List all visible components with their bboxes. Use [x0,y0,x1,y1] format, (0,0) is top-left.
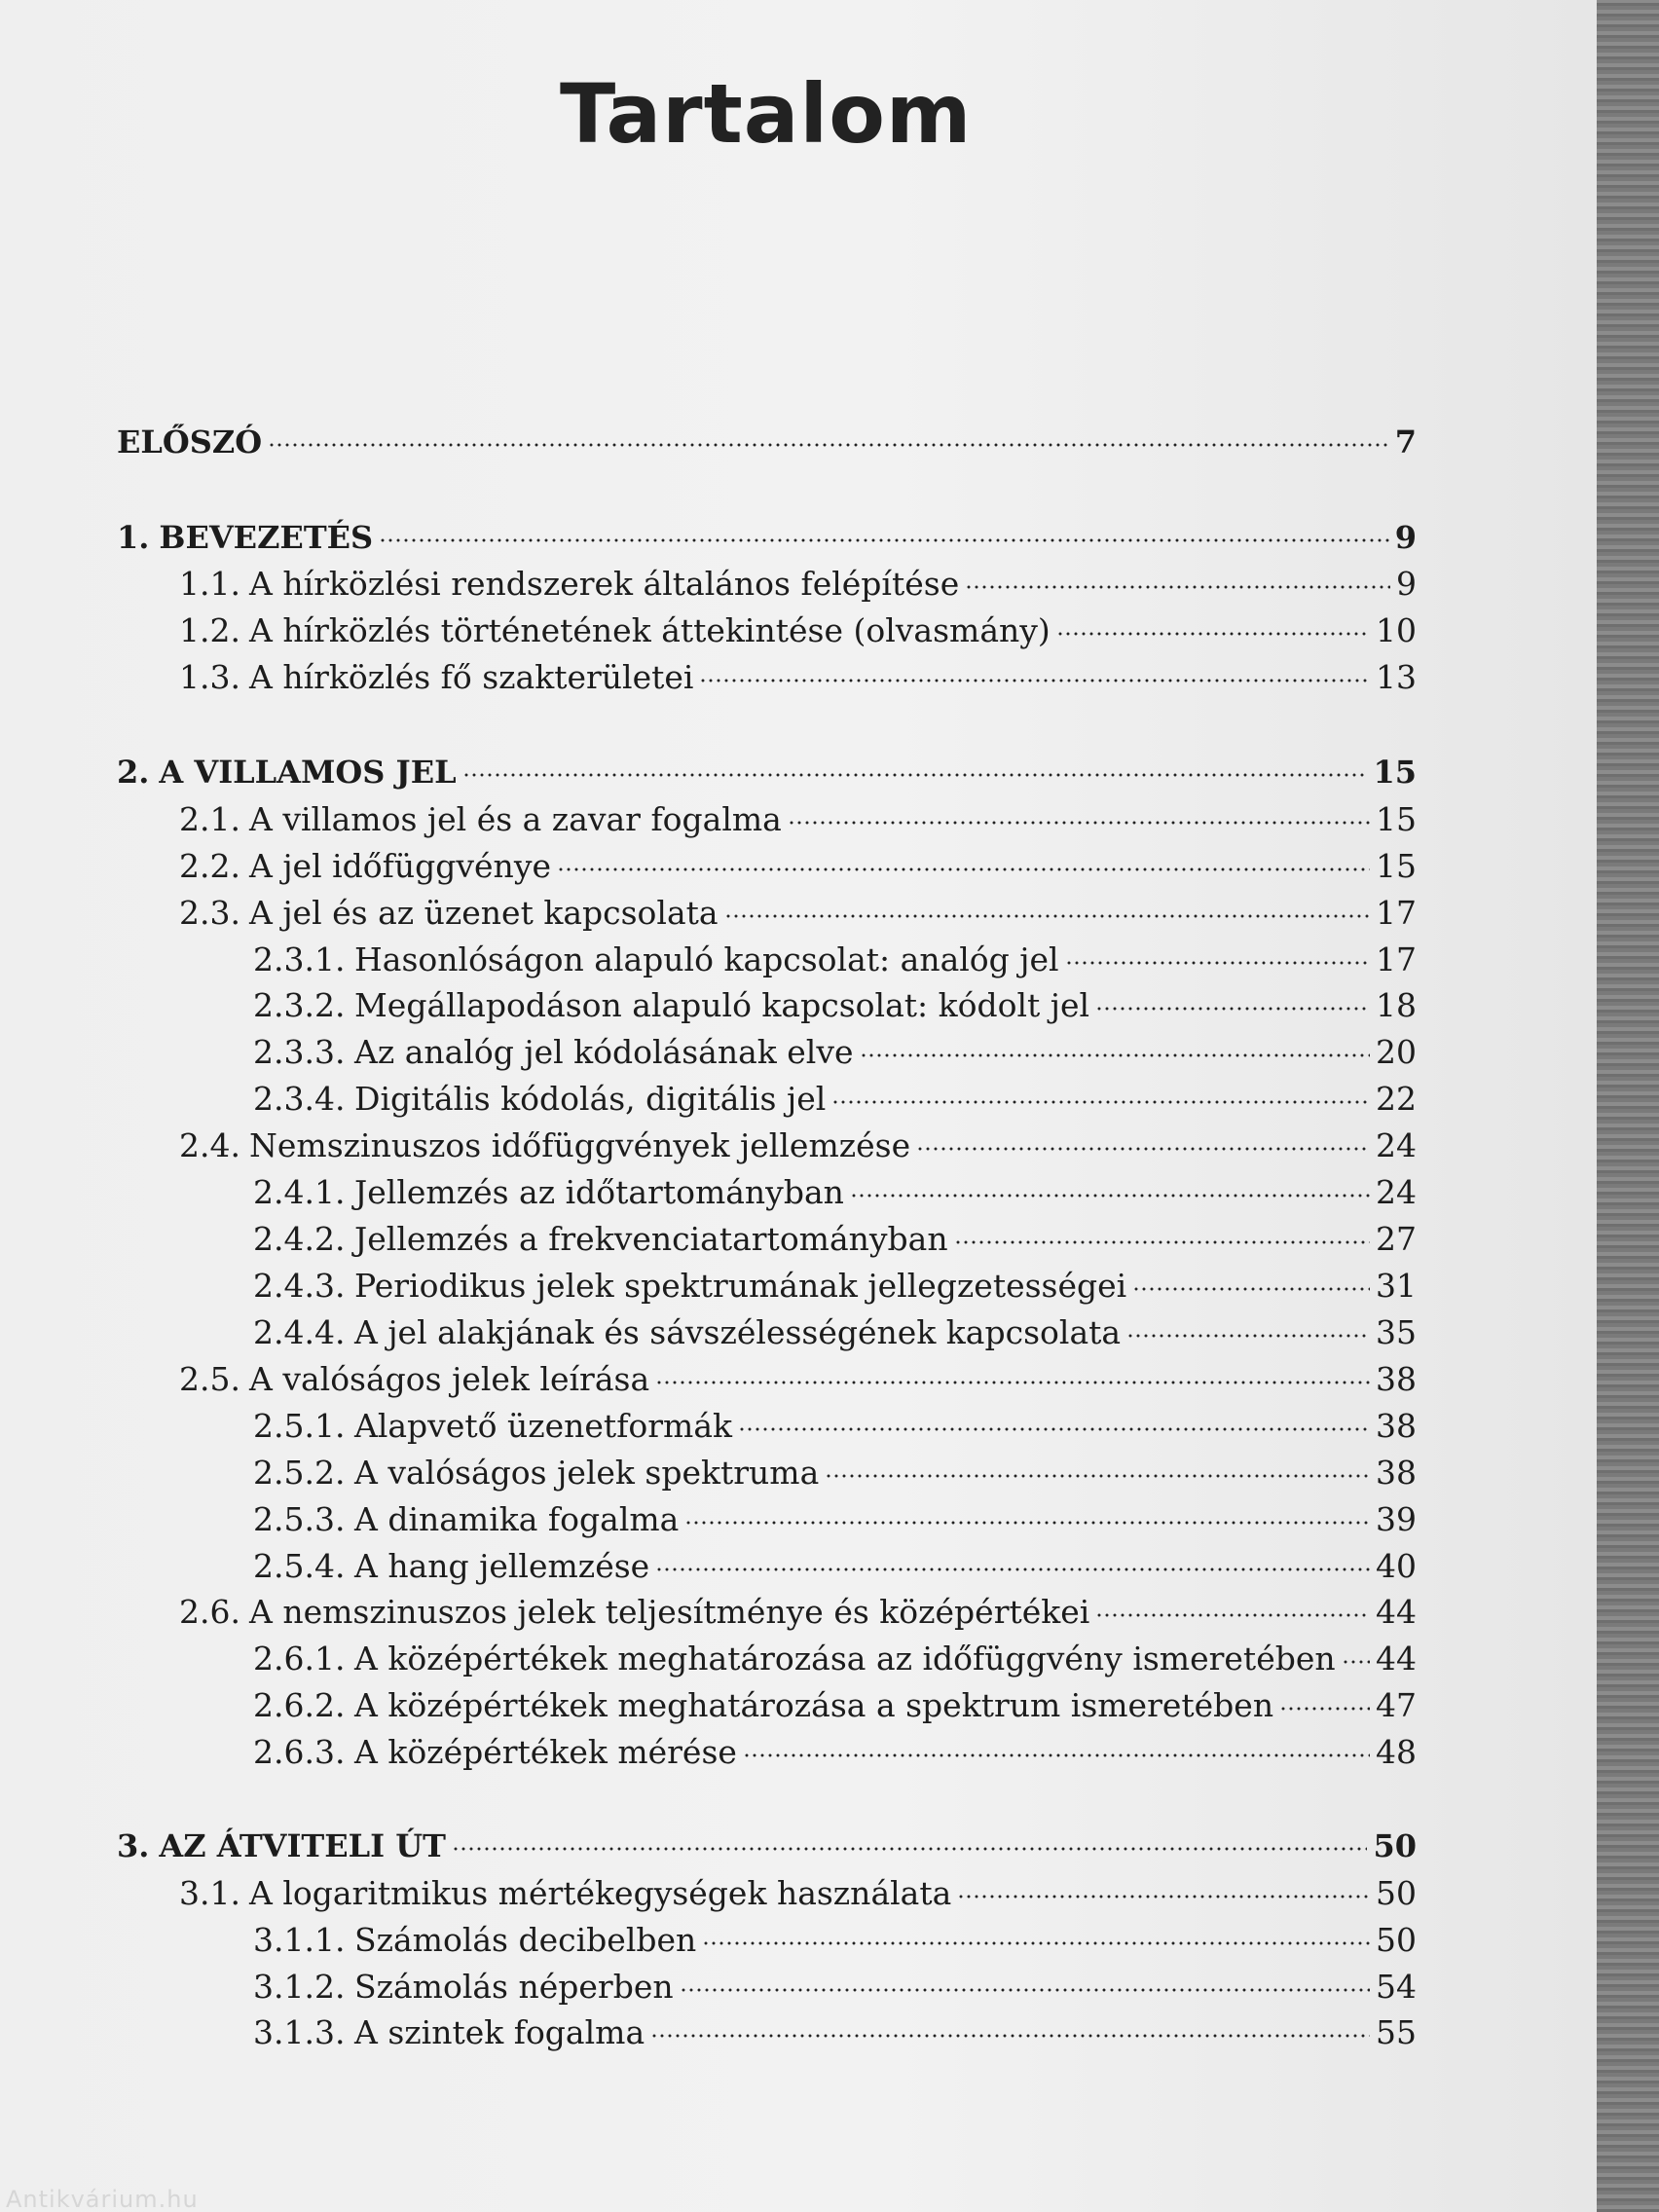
toc-entry [117,1267,1417,1311]
toc-entry [117,754,1417,798]
dot-leader [1132,1287,1370,1291]
dot-leader [462,773,1368,777]
toc-entry-number: 2.5. [179,1360,240,1398]
toc-entry-number: 2.3.1. [253,940,346,978]
dot-leader [702,1941,1370,1945]
dot-leader [825,1474,1370,1478]
toc-entry-page: 22 [1376,1080,1417,1118]
toc-entry-title: A jel és az üzenet kapcsolata [249,894,719,932]
toc-entry-title: A valóságos jelek leírása [249,1360,650,1398]
toc-entry-page: 48 [1376,1733,1417,1771]
toc-entry-number: 2.3.2. [253,986,346,1024]
toc-entry-number: 1.1. [179,565,240,603]
watermark: Antikvárium.hu [6,2186,199,2212]
toc-entry [117,1733,1417,1778]
dot-leader [1095,1007,1370,1011]
toc-entry [117,800,1417,845]
toc-entry-page: 38 [1376,1454,1417,1492]
toc-entry-number: 1.3. [179,658,240,696]
toc-entry-number: 3.1.3. [253,2013,346,2051]
toc-entry [117,519,1417,564]
dot-leader [1065,961,1370,965]
dot-leader [916,1147,1370,1151]
toc-entry [117,1173,1417,1218]
toc-entry [117,1686,1417,1731]
toc-entry [117,611,1417,656]
toc-entry-title: Megállapodáson alapuló kapcsolat: kódolt jel [354,986,1090,1024]
toc-entry [117,847,1417,892]
toc-entry-number: 2.4.1. [253,1173,346,1211]
toc-entry-page: 38 [1376,1360,1417,1398]
dot-leader [860,1053,1370,1057]
toc-entry-number: 3.1.1. [253,1921,346,1959]
dot-leader [1095,1613,1370,1617]
toc-entry-title: Nemszinuszos időfüggvények jellemzése [249,1126,911,1164]
toc-entry-number: 2.2. [179,847,240,885]
dot-leader [1279,1707,1370,1711]
toc-entry-page: 7 [1394,424,1417,461]
dot-leader [680,1988,1370,1992]
toc-entry [117,986,1417,1031]
toc-entry-title: A középértékek meghatározása az időfüggvény ismeretében [354,1640,1336,1677]
toc-entry-number: 2.3.4. [253,1080,346,1118]
toc-entry-number: 2.4.2. [253,1220,346,1258]
toc-entry-title: A jel időfüggvénye [249,847,551,885]
toc-entry-number: 2.3. [179,894,240,932]
toc-entry-number: 2. [117,754,150,791]
toc-entry-page: 44 [1376,1640,1417,1677]
toc-entry-page: 20 [1376,1033,1417,1071]
toc-entry [117,1547,1417,1592]
toc-entry-page: 55 [1376,2013,1417,2051]
toc-entry-title: A szintek fogalma [354,2013,645,2051]
toc-entry [117,1921,1417,1966]
dot-leader [1342,1660,1370,1664]
dot-leader [268,443,1389,447]
toc-entry-number: 2.5.3. [253,1500,346,1538]
toc-entry-title: A jel alakjának és sávszélességének kapcsolata [354,1313,1122,1351]
toc-entry-page: 24 [1376,1173,1417,1211]
page-title: Tartalom [560,66,973,162]
toc-entry [117,2013,1417,2058]
toc-entry-number: 2.6. [179,1593,240,1631]
toc-entry-page: 9 [1396,565,1417,603]
toc-entry-page: 50 [1373,1827,1417,1864]
toc-entry-title: A dinamika fogalma [354,1500,680,1538]
toc-entry [117,1033,1417,1078]
dot-leader [557,867,1370,871]
toc-entry-title: BEVEZETÉS [159,519,374,556]
toc-entry-page: 31 [1376,1267,1417,1305]
toc-entry-page: 50 [1376,1874,1417,1912]
toc-entry [117,1126,1417,1171]
toc-entry-title: A középértékek meghatározása a spektrum ismeretében [354,1686,1274,1724]
toc-entry-page: 35 [1376,1313,1417,1351]
toc-entry-number: 3.1. [179,1874,240,1912]
toc-entry-title: A villamos jel és a zavar fogalma [249,800,782,838]
toc-entry-page: 27 [1376,1220,1417,1258]
toc-entry-title: A középértékek mérése [354,1733,737,1771]
toc-entry-title: A hang jellemzése [354,1547,650,1585]
toc-entry-title: Digitális kódolás, digitális jel [354,1080,827,1118]
toc-entry-page: 17 [1376,894,1417,932]
toc-entry-number: 3. [117,1827,150,1864]
toc-entry [117,1640,1417,1684]
toc-entry-title: Hasonlóságon alapuló kapcsolat: analóg jel [354,940,1059,978]
toc-entry-number: 2.1. [179,800,240,838]
toc-entry-title: A hírközlés történetének áttekintése (olvasmány) [249,611,1051,649]
dot-leader [965,585,1390,589]
toc-entry-page: 47 [1376,1686,1417,1724]
dot-leader [1056,632,1370,636]
toc-entry-page: 10 [1376,611,1417,649]
toc-entry-title: A hírközlés fő szakterületei [249,658,694,696]
toc-entry-number: 2.6.2. [253,1686,346,1724]
toc-entry-page: 24 [1376,1126,1417,1164]
dot-leader [850,1194,1370,1198]
toc-entry-number: 2.3.3. [253,1033,346,1071]
toc-entry [117,1827,1417,1872]
toc-entry-page: 15 [1373,754,1417,791]
toc-entry [117,1080,1417,1124]
dot-leader [655,1567,1370,1571]
toc-entry-number: 2.6.3. [253,1733,346,1771]
toc-entry [117,1454,1417,1498]
toc-entry-number: 2.6.1. [253,1640,346,1677]
toc-entry-number: 2.5.2. [253,1454,346,1492]
toc-entry-number: 3.1.2. [253,1968,346,2006]
toc-entry-page: 15 [1376,847,1417,885]
toc-entry-title: Számolás néperben [354,1968,674,2006]
toc-entry-page: 13 [1376,658,1417,696]
toc-entry-number: 2.5.1. [253,1407,346,1445]
toc-entry-title: Az analóg jel kódolásának elve [354,1033,854,1071]
dot-leader [743,1753,1370,1757]
toc-entry-title: A VILLAMOS JEL [159,754,457,791]
toc-entry-title: ELŐSZÓ [117,424,263,461]
toc-entry [117,1313,1417,1358]
toc-entry [117,424,1417,468]
toc-entry [117,1220,1417,1265]
dot-leader [684,1521,1370,1525]
toc-entry [117,565,1417,609]
toc-entry-page: 38 [1376,1407,1417,1445]
toc-entry-title: A hírközlési rendszerek általános felépítése [249,565,960,603]
toc-entry-page: 50 [1376,1921,1417,1959]
toc-entry [117,1968,1417,2012]
dot-leader [452,1847,1368,1851]
dot-leader [738,1427,1370,1431]
toc-entry-page: 44 [1376,1593,1417,1631]
dot-leader [650,2034,1370,2038]
toc-entry-number: 2.4. [179,1126,240,1164]
toc-entry-title: Alapvető üzenetformák [354,1407,733,1445]
toc-entry-title: Jellemzés a frekvenciatartományban [354,1220,948,1258]
dot-leader [379,538,1389,542]
toc-entry-title: A nemszinuszos jelek teljesítménye és középértékei [249,1593,1090,1631]
dot-leader [788,821,1370,825]
toc-entry-title: A valóságos jelek spektruma [354,1454,820,1492]
toc-entry-page: 9 [1394,519,1417,556]
toc-entry [117,1593,1417,1638]
toc-entry-number: 1.2. [179,611,240,649]
toc-entry-number: 2.5.4. [253,1547,346,1585]
toc-entry-number: 2.4.3. [253,1267,346,1305]
toc-entry [117,1874,1417,1919]
toc-entry-title: A logaritmikus mértékegységek használata [249,1874,952,1912]
toc-entry-title: Számolás decibelben [354,1921,697,1959]
dot-leader [957,1895,1370,1899]
toc-entry-page: 17 [1376,940,1417,978]
toc-entry [117,940,1417,985]
toc-entry-page: 39 [1376,1500,1417,1538]
toc-entry [117,1407,1417,1452]
toc-entry-title: AZ ÁTVITELI ÚT [159,1827,446,1864]
dot-leader [831,1100,1370,1104]
toc-entry-page: 40 [1376,1547,1417,1585]
dot-leader [954,1240,1370,1244]
toc-entry-number: 1. [117,519,150,556]
toc-entry [117,1360,1417,1405]
book-gutter [1597,0,1659,2212]
toc-entry-page: 15 [1376,800,1417,838]
toc-entry-title: Jellemzés az időtartományban [354,1173,844,1211]
toc-entry [117,894,1417,939]
toc-entry [117,658,1417,703]
toc-entry-number: 2.4.4. [253,1313,346,1351]
dot-leader [724,914,1370,918]
toc-entry-page: 54 [1376,1968,1417,2006]
toc-entry-page: 18 [1376,986,1417,1024]
dot-leader [655,1381,1370,1384]
toc-entry-title: Periodikus jelek spektrumának jellegzetességei [354,1267,1127,1305]
dot-leader [699,679,1370,682]
dot-leader [1126,1334,1370,1338]
toc-entry [117,1500,1417,1545]
